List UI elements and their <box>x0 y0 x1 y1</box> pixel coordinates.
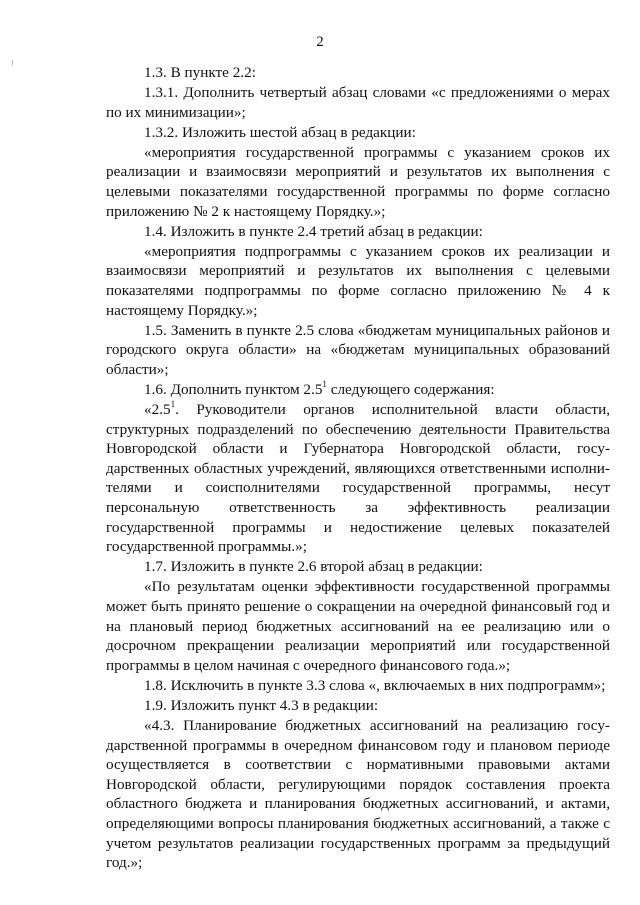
paragraph-1-3-1: 1.3.1. Дополнить четвертый абзац словами «с предложениями о мерах по их минимизации»; <box>106 84 610 121</box>
document-body <box>106 63 610 873</box>
paragraph-1-6-text-end: следующего содержания: <box>326 381 495 398</box>
paragraph-1-6-text: 1.6. Дополнить пунктом 2.5 <box>144 381 323 398</box>
paragraph-quote-evaluation: «По результатам оценки эффективности государственной программы может быть принято решение о сокращении на очередной финансовый год и на плановый период бюджетных ассигнований на ее реализацию или о досрочном прекращении реализации мероприятий или государственной программы в целом начиная с очередного финансового года.»; <box>106 578 610 674</box>
paragraph-quote-subprogram-measures: «мероприятия подпрограммы с указанием сроков их реализации и взаимосвязи мероприятий и результатов их выполнения с целевыми показателями подпрограммы по форме согласно приложению № 4 к настоящему Порядку.»; <box>106 242 610 319</box>
page-number: 2 <box>316 34 324 50</box>
paragraph-1-8: 1.8. Исключить в пункте 3.3 слова «, включаемых в них подпрограмм»; <box>144 676 606 694</box>
superscript: 1 <box>322 378 327 389</box>
paragraph-1-5: 1.5. Заменить в пункте 2.5 слова «бюджетам муниципальных районов и городского округа области» на «бюджетам муниципальных образований области»; <box>106 321 610 378</box>
paragraph-1-7: 1.7. Изложить в пункте 2.6 второй абзац в редакции: <box>144 558 483 576</box>
superscript: 1 <box>170 399 176 410</box>
paragraph-quote-2-5-1 <box>106 400 610 557</box>
paragraph-1-3-2: 1.3.2. Изложить шестой абзац в редакции: <box>144 123 416 141</box>
paragraph-1-6 <box>106 380 610 400</box>
paragraph-2-5-1-number: «2.5 <box>144 401 171 419</box>
scan-mark <box>12 60 13 65</box>
paragraph-quote-program-measures: «мероприятия государственной программы с указанием сроков их реализации и взаимосвязи мероприятий и результатов их выполнения с целевыми показателями государственной программы по форме согласно приложению № 2 к настоящему Порядку.»; <box>106 143 610 220</box>
paragraph-1-3: 1.3. В пункте 2.2: <box>144 64 256 81</box>
paragraph-2-5-1-text: . Руководители органов исполнительной власти области, структурных подразделений по обеспечению деятельности Правительства Новгородской области и Губернатора Новгородской области, госу-дарственных областных учреждений, являющихся ответственными исполни-телями и соисполнителями государственной программы, несут персональную ответственность за эффективность реализации государственной программы и недостижение целевых показателей государственной программы.»; <box>106 401 610 556</box>
paragraph-1-4: 1.4. Изложить в пункте 2.4 третий абзац в редакции: <box>144 222 483 240</box>
paragraph-quote-4-3: «4.3. Планирование бюджетных ассигнований на реализацию госу-дарственной программы в очередном финансовом году и плановом периоде осуществляется в соответствии с нормативными правовыми актами Новгородской области, регулирующими порядок составления проекта областного бюджета и планирования бюджетных ассигнований, и актами, определяющими вопросы планирования бюджетных ассигнований, а также с учетом результатов реализации государственных программ за предыдущий год.»; <box>106 717 610 872</box>
paragraph-1-9: 1.9. Изложить пункт 4.3 в редакции: <box>144 697 379 714</box>
